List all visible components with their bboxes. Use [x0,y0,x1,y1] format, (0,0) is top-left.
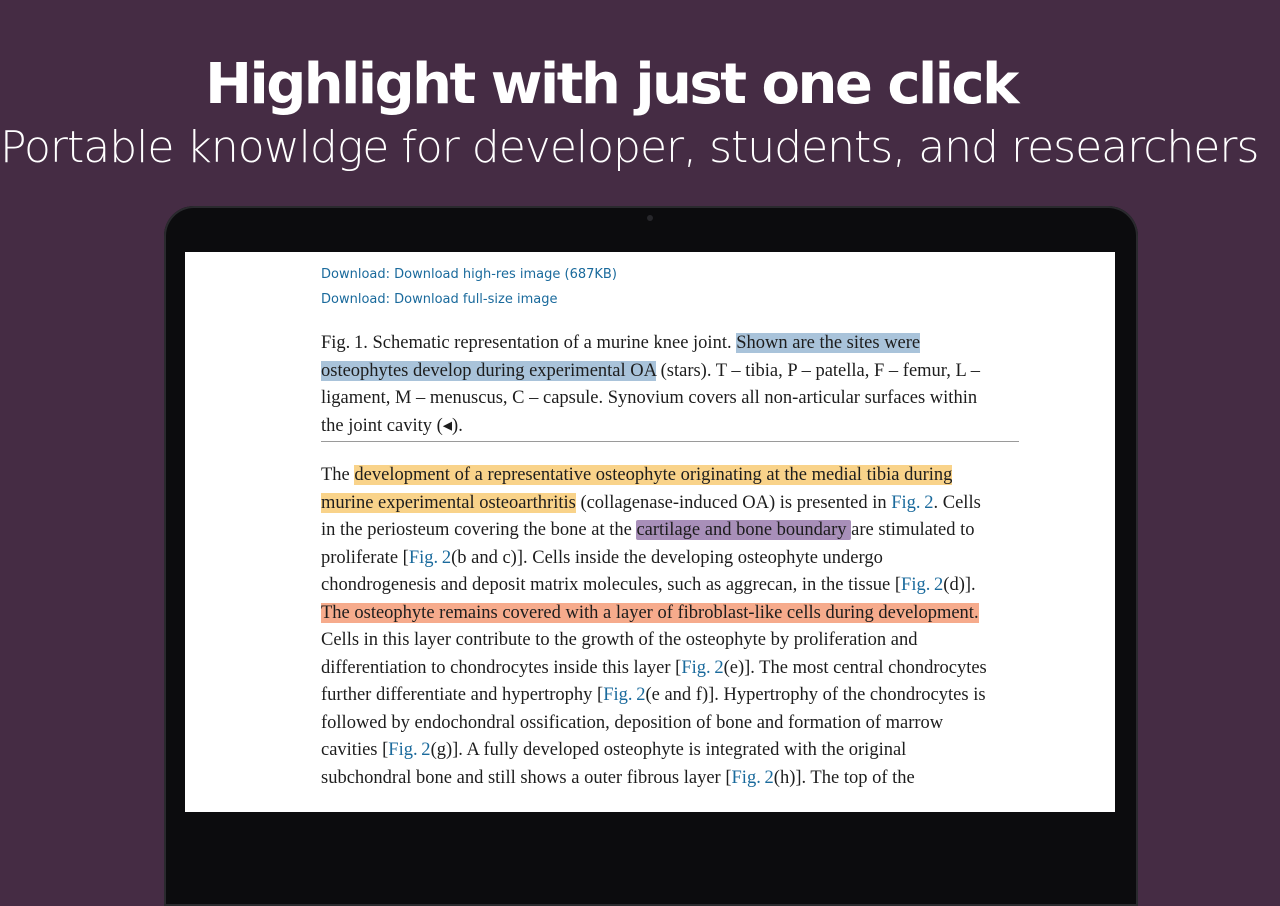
text-line [321,765,987,793]
caption-divider [321,441,1019,442]
text-segment: further differentiate and hypertrophy [ [321,685,604,705]
text-segment: (stars). T – tibia, P – patella, F – femur, L – [655,360,980,381]
text-line [321,545,987,573]
figure-link[interactable]: Fig. 2 [901,575,944,595]
text-segment: (e and f)]. Hypertrophy of the chondrocytes is [645,685,986,705]
headline: Highlight with just one click [205,52,1017,117]
figure-link[interactable]: Fig. 2 [603,685,646,705]
download-full-size-link[interactable]: Download: Download full-size image [321,292,558,307]
text-segment: (g)]. A fully developed osteophyte is integrated with the original [430,740,907,760]
highlight-blue[interactable]: Shown are the sites were [736,333,921,353]
highlight-yellow[interactable]: murine experimental osteoarthritis [321,492,576,513]
text-segment: . Cells [933,492,981,513]
text-segment: Fig. 1. Schematic representation of a murine knee joint. [321,333,737,353]
text-line [321,517,987,545]
text-line [321,385,980,413]
text-line [321,627,987,655]
text-segment: are stimulated to [851,520,975,540]
text-line [321,330,980,358]
text-line [321,737,987,765]
text-segment: in the periosteum covering the bone at the [321,520,637,540]
download-high-res-link[interactable]: Download: Download high-res image (687KB) [321,267,617,282]
text-line [321,572,987,600]
highlight-yellow[interactable]: development of a representative osteophyte originating at the medial tibia during [354,465,953,485]
text-line [321,600,987,628]
text-segment: (h)]. The top of the [773,767,915,788]
text-segment: chondrogenesis and deposit matrix molecules, such as aggrecan, in the tissue [ [321,575,902,595]
article-body [321,462,987,792]
text-segment: (b and c)]. Cells inside the developing osteophyte undergo [451,547,883,568]
text-segment: (collagenase-induced OA) is presented in [575,492,892,513]
figure-link[interactable]: Fig. 2 [681,657,724,678]
figure-link[interactable]: Fig. 2 [891,492,934,513]
figure-link[interactable]: Fig. 2 [731,767,774,788]
figure-caption [321,330,980,440]
highlight-salmon[interactable]: The osteophyte remains covered with a layer of fibroblast-like cells during development. [321,602,979,623]
text-segment: subchondral bone and still shows a outer fibrous layer [ [321,767,732,788]
text-segment: differentiation to chondrocytes inside this layer [ [321,657,682,678]
text-line [321,413,980,441]
text-line [321,682,987,710]
text-segment: the joint cavity (◂). [321,415,463,436]
text-segment: ligament, M – menuscus, C – capsule. Synovium covers all non-articular surfaces within [321,388,978,408]
text-segment: followed by endochondral ossification, deposition of bone and formation of marrow [321,712,944,733]
highlight-purple[interactable]: cartilage and bone boundary [636,520,852,540]
text-segment: (e)]. The most central chondrocytes [723,657,987,678]
highlight-blue[interactable]: osteophytes develop during experimental OA [321,360,656,381]
text-line [321,710,987,738]
subheadline: Portable knowldge for developer, students, and researchers [0,122,1259,173]
article-screen[interactable] [185,252,1115,812]
text-segment: The [321,465,355,485]
text-line [321,655,987,683]
text-segment: cavities [ [321,740,389,760]
text-line [321,462,987,490]
figure-link[interactable]: Fig. 2 [388,740,431,760]
figure-link[interactable]: Fig. 2 [408,547,452,568]
text-line [321,490,987,518]
text-line [321,358,980,386]
text-segment: Cells in this layer contribute to the growth of the osteophyte by proliferation and [321,630,918,650]
text-segment: proliferate [ [321,547,409,568]
camera-icon [647,215,653,221]
text-segment: (d)]. [943,575,976,595]
